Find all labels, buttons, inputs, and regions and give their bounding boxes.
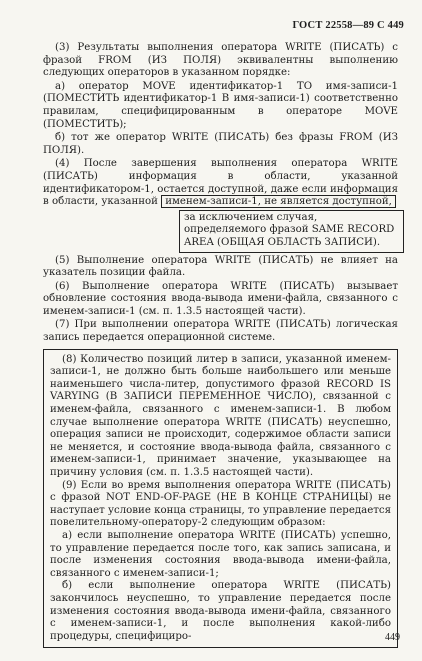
paragraph-3b: б) тот же оператор WRITE (ПИСАТЬ) без фразы FROM (ИЗ ПОЛЯ).: [43, 132, 398, 156]
boxed-section: [43, 349, 398, 649]
paragraph-6: (6) Выполнение оператора WRITE (ПИСАТЬ) вызывает обновление состояния ввода-вывода имени-файла, связанного с именем-записи-1 (см. п. 1.3.5 настоящей части).: [43, 280, 398, 317]
paragraph-9: (9) Если во время выполнения оператора WRITE (ПИСАТЬ) с фразой NOT END-OF-PAGE (НЕ В КОНЦЕ СТРАНИЦЫ) не наступает условие конца страницы, то управление передается повелительному-оператору-2 следующим образом:: [50, 479, 391, 529]
paragraph-5: (5) Выполнение оператора WRITE (ПИСАТЬ) не влияет на указатель позиции файла.: [43, 254, 398, 279]
paragraph-7: (7) При выполнении оператора WRITE (ПИСАТЬ) логическая запись передается операционной системе.: [43, 319, 398, 344]
page-header-standard: ГОСТ 22558—89 С 449: [292, 20, 404, 31]
paragraph-4: [43, 158, 398, 208]
paragraph-4-start: (4) После завершения выполнения оператора WRITE (ПИСАТЬ) информация в области, указанной идентификатором-1, остается доступной, даже если информация в области, указанной: [43, 158, 398, 208]
paragraph-3a: а) оператор MOVE идентификатор-1 TO имя-записи-1 (ПОМЕСТИТЬ идентификатор-1 В имя-записи-1) соответственно правилам, специфицированным в операторе MOVE (ПОМЕСТИТЬ);: [43, 80, 398, 130]
page-content: [43, 42, 398, 648]
paragraph-4-boxed-clause: за исключением случая, определяемого фразой SAME RECORD AREA (ОБЩАЯ ОБЛАСТЬ ЗАПИСИ).: [179, 210, 404, 253]
paragraph-4-highlight: именем-записи-1, не является доступной,: [161, 195, 396, 208]
paragraph-9a: а) если выполнение оператора WRITE (ПИСАТЬ) успешно, то управление передается после того, как запись записана, и после изменения состояния ввода-вывода имени-файла, связанного с именем-записи-1;: [50, 529, 391, 579]
page-number: 449: [385, 632, 400, 643]
paragraph-3: (3) Результаты выполнения оператора WRITE (ПИСАТЬ) с фразой FROM (ИЗ ПОЛЯ) эквивалентны выполнению следующих операторов в указанном порядке:: [43, 42, 398, 79]
paragraph-8: (8) Количество позиций литер в записи, указанной именем-записи-1, не должно быть больше наибольшего или меньше наименьшего числа-литер, допустимого фразой RECORD IS VARYING (В ЗАПИСИ ПЕРЕМЕННОЕ ЧИСЛО), связанной с именем-файла, связанного с именем-записи-1. В любом случае выполнение оператора WRITE (ПИСАТЬ) неуспешно, операция записи не происходит, содержимое области записи не меняется, и состояние ввода-вывода файла, связанного с именем-записи-1, принимает значение, указывающее на причину условия (см. п. 1.3.5 настоящей части).: [50, 353, 391, 478]
paragraph-9b: б) если выполнение оператора WRITE (ПИСАТЬ) закончилось неуспешно, то управление передается после изменения состояния ввода-вывода имени-файла, связанного с именем-записи-1, и после выполнения какой-либо процедуры, специфициро-: [50, 580, 391, 642]
